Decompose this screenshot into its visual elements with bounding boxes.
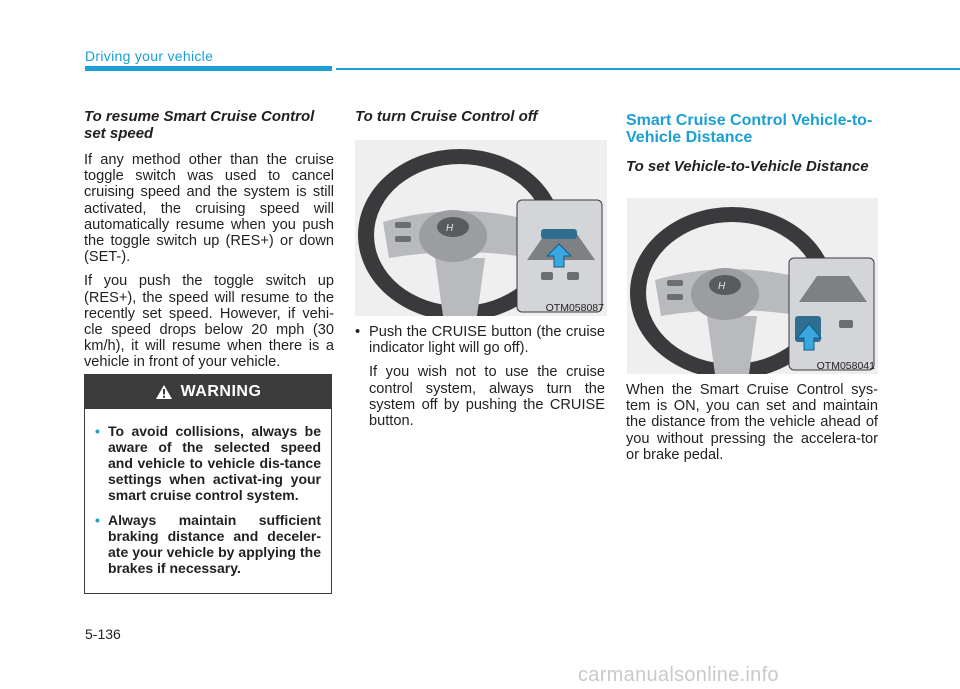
column-cruise-off: [355, 108, 605, 135]
bullet-dot-icon: •: [355, 324, 361, 340]
bullet-dot-icon: •: [95, 423, 100, 439]
resume-heading: To resume Smart Cruise Control set speed: [84, 108, 315, 142]
header-rule-thin: [336, 68, 960, 70]
resume-paragraph-1: If any method other than the cruise toggle switch was used to cancel cruising speed and the system is still activated, the cruising speed will automatically resume when you push the toggle switch up (RES+) or down (SET-).: [84, 152, 334, 266]
figure-code: OTM058087: [545, 302, 604, 314]
distance-heading: Smart Cruise Control Vehicle-to-Vehicle Distance: [626, 112, 873, 146]
warning-body: [85, 409, 331, 576]
steering-wheel-figure-2: [627, 198, 878, 374]
cruise-off-bullet: [355, 324, 605, 356]
warning-header: [85, 375, 331, 409]
steering-wheel-illustration: [355, 140, 607, 316]
steering-wheel-illustration: [627, 198, 878, 374]
cruise-off-text: [355, 324, 605, 437]
cruise-off-bullet-text: Push the CRUISE button (the cruise indicator light will go off).: [369, 324, 605, 357]
steering-wheel-figure-1: [355, 140, 607, 316]
bullet-dot-icon: •: [95, 512, 100, 528]
page-number: 5-136: [85, 626, 121, 642]
warning-box: [84, 374, 332, 594]
distance-subheading: To set Vehicle-to-Vehicle Distance: [626, 158, 869, 175]
cruise-off-note: If you wish not to use the cruise control system, always turn the system off by pushing the CRUISE button.: [369, 364, 605, 430]
svg-text:H: H: [446, 223, 454, 234]
column-distance: [626, 112, 878, 185]
warning-item: [95, 423, 321, 503]
watermark: carmanualsonline.info: [578, 664, 779, 686]
distance-text: [626, 382, 878, 471]
svg-text:H: H: [718, 281, 726, 292]
figure-code: OTM058041: [816, 360, 875, 372]
section-title: Driving your vehicle: [85, 48, 214, 64]
distance-paragraph: When the Smart Cruise Control sys-tem is ON, you can set and maintain the distance from the vehicle ahead of you without pressing the accelera-tor or brake pedal.: [626, 382, 878, 463]
cruise-off-heading: To turn Cruise Control off: [355, 108, 538, 125]
column-resume: [84, 108, 334, 379]
warning-item-text: To avoid collisions, always be aware of the selected speed and vehicle to vehicle dis-tance settings when activat-ing your smart cruise control system.: [108, 423, 321, 503]
warning-triangle-icon: [155, 384, 173, 400]
resume-paragraph-2: If you push the toggle switch up (RES+), the speed will resume to the recently set speed. However, if vehi-cle speed drops below 20 mph (30 km/h), it will resume when there is a vehicle in front of your vehicle.: [84, 273, 334, 371]
warning-item: [95, 512, 321, 576]
header-rule-thick: [85, 66, 332, 71]
warning-title: WARNING: [180, 383, 262, 400]
warning-item-text: Always maintain sufficient braking distance and deceler-ate your vehicle by applying the brakes if necessary.: [108, 512, 321, 576]
